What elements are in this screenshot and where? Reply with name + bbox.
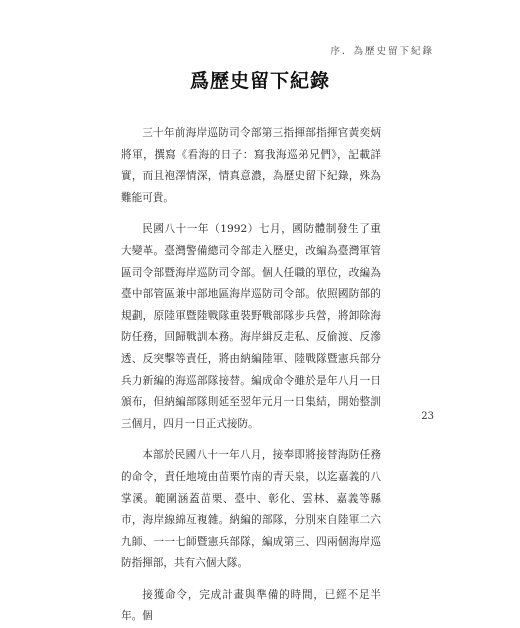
paragraph: 民國八十一年（1992）七月，國防體制發生了重大變革。臺灣警備總司令部走入歷史，改編為臺灣軍管區司令部暨海岸巡防司令部。個人任職的單位，改編為臺中部管區兼中部地區海岸巡防司令部。依照國防部的規劃，原陸軍暨陸戰隊重裝野戰部隊步兵營，將卸除海防任務，回歸戰訓本務。海岸緝反走私、反偷渡、反滲透、反突擊等責任，將由納編陸軍、陸戰隊暨憲兵部分兵力新編的海巡部隊接替。編成命令雖於是年八月一日頒布，但納編部隊則延至翌年元月一日集結，開始整訓三個月，四月一日正式接防。 [121,223,381,430]
paragraph: 本部於民國八十一年八月，接奉即將接替海防任務的命令，責任地境由苗栗竹南的青天泉，以迄嘉義的八掌溪。範圍涵蓋苗栗、臺中、彰化、雲林、嘉義等縣市，海岸線綿亙複雜。納編的部隊，分別來自陸軍二六九師、一一七師暨憲兵部隊，編成第三、四兩個海岸巡防指揮部，共有六個大隊。 [121,449,381,570]
paragraph: 三十年前海岸巡防司令部第三指揮部指揮官黃奕炳將軍，撰寫《看海的日子：寫我海巡弟兄們》，記載詳實，而且袍澤情深，情真意濃，為歷史留下紀錄，殊為難能可貴。 [121,127,381,204]
page-number: 23 [421,411,434,422]
body-text [121,123,381,628]
chapter-title: 爲歷史留下紀錄 [189,70,330,92]
paragraph: 接獲命令，完成計畫與準備的時間，已經不足半年。個 [121,588,381,623]
running-header: 序．為歷史留下紀錄 [330,46,434,57]
